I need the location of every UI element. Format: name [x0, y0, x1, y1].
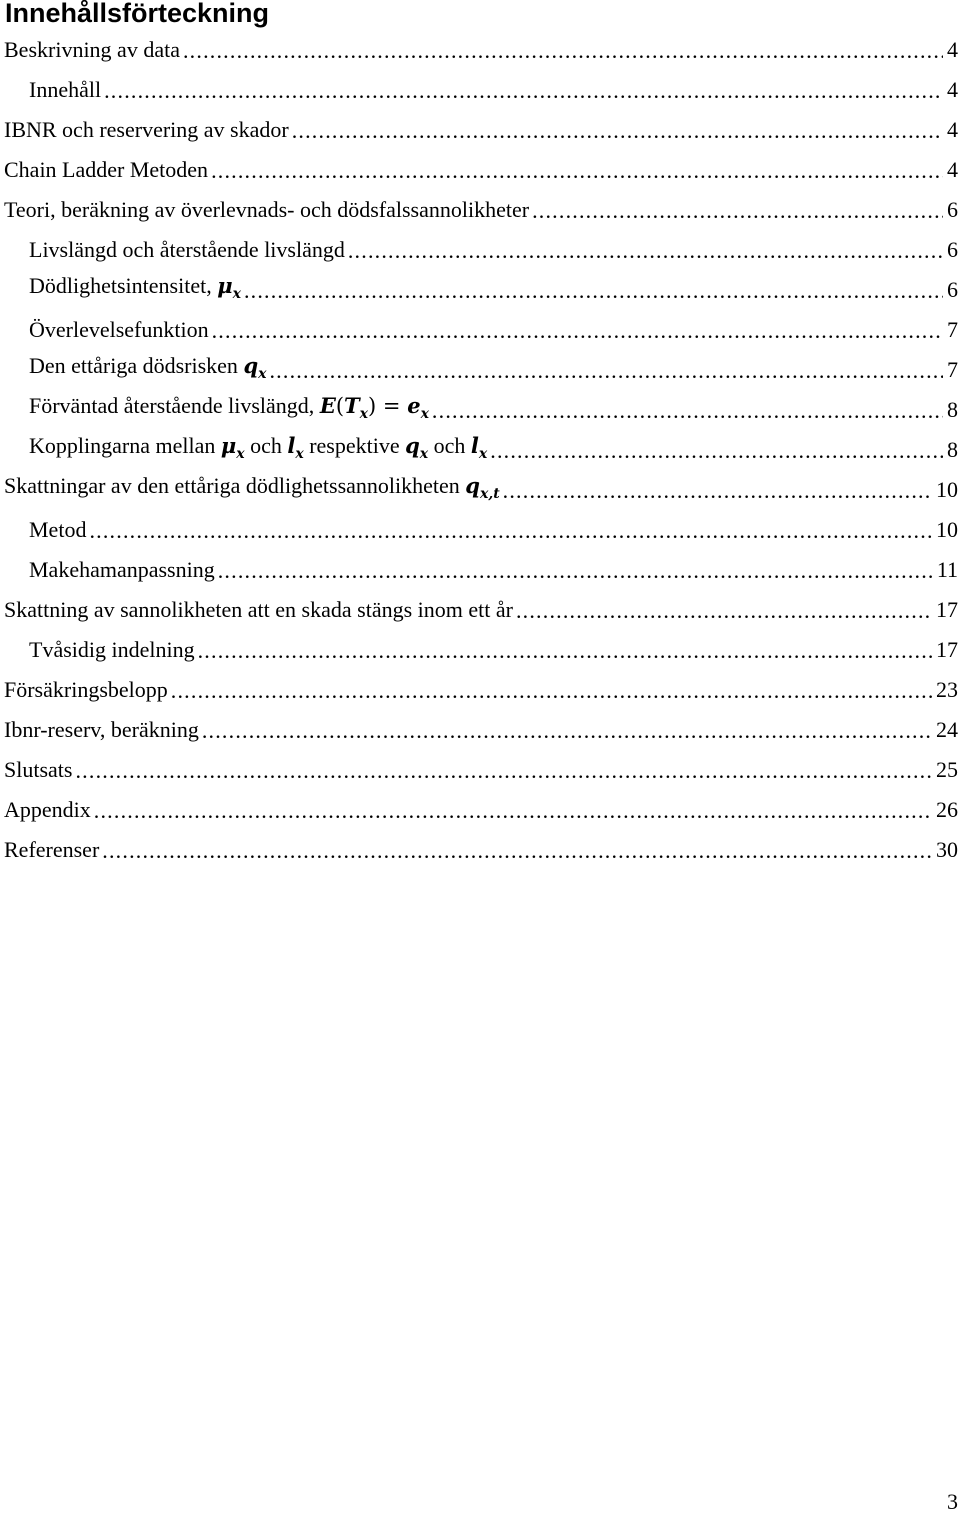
- toc-entry-page: 24: [936, 717, 958, 742]
- math-l-x: $l_x$: [287, 433, 304, 462]
- math-q-xt: $q_{x,t}$: [465, 473, 500, 502]
- toc-entry-label: Skattning av sannolikheten att en skada stängs inom ett år: [4, 597, 513, 622]
- toc-entry-page: 6: [947, 197, 958, 222]
- toc-entry-page: 23: [936, 677, 958, 702]
- dot-leader: [516, 598, 932, 624]
- math-mu-x: $\mu_x$: [217, 273, 241, 302]
- toc-entry-page: 4: [947, 37, 958, 62]
- toc-entry-forsakringsbelopp[interactable]: [4, 670, 958, 710]
- toc-entry-page: 7: [947, 317, 958, 342]
- toc-entry-label: Makehamanpassning: [29, 557, 215, 582]
- toc-entry-label: Chain Ladder Metoden: [4, 157, 209, 182]
- toc-entry-label: Livslängd och återstående livslängd: [29, 237, 345, 262]
- dot-leader: [202, 718, 932, 744]
- toc-entry-page: 7: [947, 357, 958, 382]
- page-number: 3: [947, 1489, 958, 1514]
- toc-entry-label: Referenser: [4, 837, 100, 862]
- toc-heading: Innehållsförteckning: [5, 0, 270, 28]
- toc-entry-page: 11: [936, 557, 958, 582]
- toc-entry-page: 6: [947, 277, 958, 302]
- dot-leader: [348, 238, 943, 264]
- toc-entry-page: 17: [936, 637, 958, 662]
- toc-entry-overlevelsefunktion[interactable]: [29, 310, 958, 350]
- toc-entry-label: Teori, beräkning av överlevnads- och dödsfalssannolikheter: [4, 197, 530, 222]
- toc-entry-tvasidig-indelning[interactable]: [29, 630, 958, 670]
- dot-leader: [75, 758, 932, 784]
- toc-entry-ettariga-dodsrisken[interactable]: [29, 350, 958, 390]
- math-q-x: $q_x$: [243, 353, 267, 382]
- toc-entry-forvantad-aterstaende[interactable]: [29, 390, 958, 430]
- dot-leader: [171, 678, 932, 704]
- dot-leader: [503, 478, 932, 504]
- toc-entry-label: IBNR och reservering av skador: [4, 117, 289, 142]
- toc-entry-metod[interactable]: [29, 510, 958, 550]
- toc-entry-page: 6: [947, 237, 958, 262]
- dot-leader: [244, 278, 943, 304]
- dot-leader: [269, 358, 943, 384]
- toc-entry-label: Dödlighetsintensitet, $\mu_x$: [29, 273, 241, 302]
- dot-leader: [490, 438, 943, 464]
- dot-leader: [102, 838, 932, 864]
- dot-leader: [89, 518, 932, 544]
- toc-entry-label: Beskrivning av data: [4, 37, 180, 62]
- toc-entry-dodlighetsintensitet[interactable]: [29, 270, 958, 310]
- toc-entry-label: Förväntad återstående livslängd, $E(T_x) = e_x$: [29, 393, 429, 422]
- dot-leader: [212, 318, 943, 344]
- toc-entry-beskrivning-av-data[interactable]: [4, 30, 958, 70]
- toc-entry-page: 4: [947, 157, 958, 182]
- toc-entry-page: 10: [936, 517, 958, 542]
- toc-entry-slutsats[interactable]: [4, 750, 958, 790]
- dot-leader: [183, 38, 943, 64]
- toc-entry-page: 8: [947, 437, 958, 462]
- toc-entry-label: Försäkringsbelopp: [4, 677, 168, 702]
- toc-entry-livslangd[interactable]: [29, 230, 958, 270]
- toc-entry-page: 26: [936, 797, 958, 822]
- toc-entry-teori[interactable]: [4, 190, 958, 230]
- toc-entry-label: Appendix: [4, 797, 91, 822]
- toc-entry-skattningar[interactable]: [4, 470, 958, 510]
- toc-entry-label: Metod: [29, 517, 87, 542]
- dot-leader: [532, 198, 943, 224]
- toc-entry-page: 25: [936, 757, 958, 782]
- toc-entry-label: Överlevelsefunktion: [29, 317, 209, 342]
- toc-entry-label: Tvåsidig indelning: [29, 637, 195, 662]
- toc-entry-makehamanpassning[interactable]: [29, 550, 958, 590]
- toc-entry-chain-ladder[interactable]: [4, 150, 958, 190]
- toc-entry-label: Ibnr-reserv, beräkning: [4, 717, 199, 742]
- toc-entry-page: 4: [947, 117, 958, 142]
- dot-leader: [292, 118, 943, 144]
- dot-leader: [104, 78, 943, 104]
- toc-entry-ibnr[interactable]: [4, 110, 958, 150]
- dot-leader: [211, 158, 943, 184]
- dot-leader: [432, 398, 943, 424]
- toc-entry-label: Kopplingarna mellan $\mu_x$ och $l_x$ respektive $q_x$ och $l_x$: [29, 433, 488, 462]
- math-q-x: $q_x$: [405, 433, 429, 462]
- toc-entry-label: Innehåll: [29, 77, 102, 102]
- toc-entry-page: 8: [947, 397, 958, 422]
- toc-entry-label: Skattningar av den ettåriga dödlighetssannolikheten $q_{x,t}$: [4, 473, 500, 502]
- toc-entry-ibnr-reserv[interactable]: [4, 710, 958, 750]
- math-mu-x: $\mu_x$: [220, 433, 245, 462]
- toc-entry-appendix[interactable]: [4, 790, 958, 830]
- dot-leader: [94, 798, 932, 824]
- toc-entry-innehall[interactable]: [29, 70, 958, 110]
- toc-entry-label: Den ettåriga dödsrisken $q_x$: [29, 353, 267, 382]
- math-l-x: $l_x$: [470, 433, 488, 462]
- toc-entry-kopplingarna[interactable]: [29, 430, 958, 470]
- toc-entry-page: 4: [947, 77, 958, 102]
- toc-entry-page: 10: [936, 477, 958, 502]
- dot-leader: [198, 638, 932, 664]
- toc-entry-page: 17: [936, 597, 958, 622]
- toc-entry-label: Slutsats: [4, 757, 73, 782]
- toc-entry-page: 30: [936, 837, 958, 862]
- math-expectation: $E(T_x) = e_x$: [319, 393, 429, 422]
- toc-entry-referenser[interactable]: [4, 830, 958, 870]
- toc-entry-skattning-sannolikheten[interactable]: [4, 590, 958, 630]
- dot-leader: [218, 558, 933, 584]
